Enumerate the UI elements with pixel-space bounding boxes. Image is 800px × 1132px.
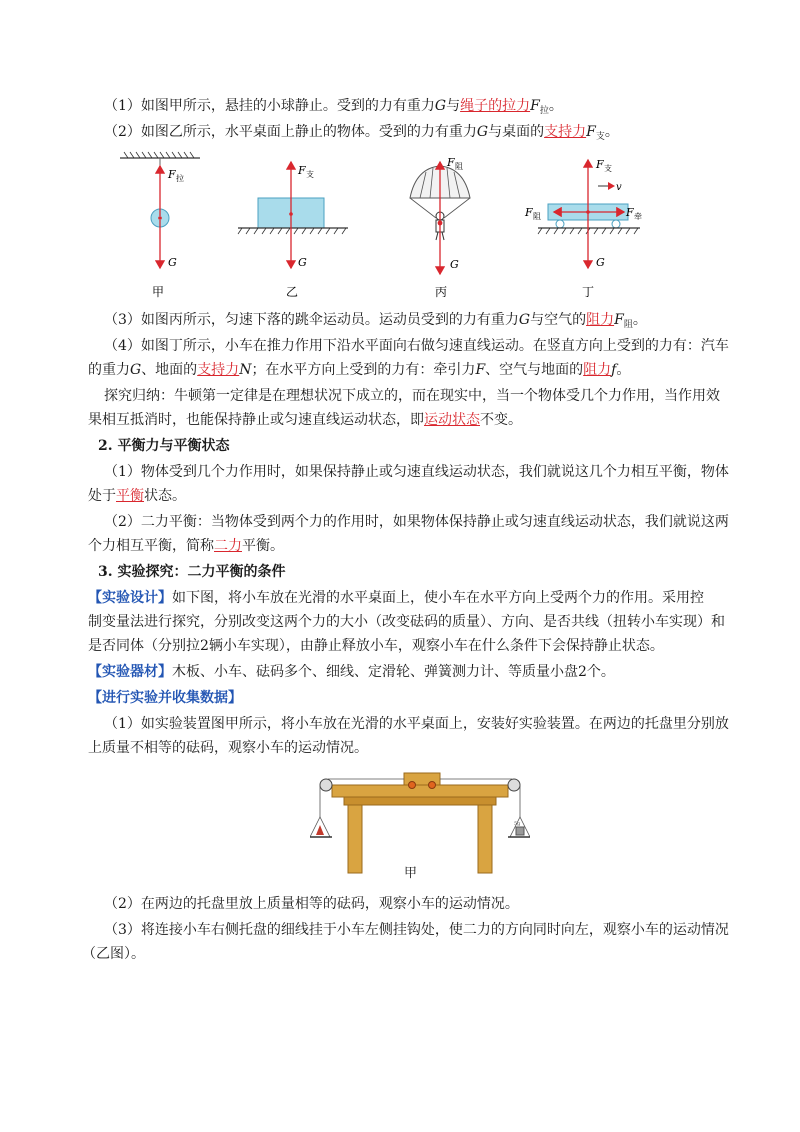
answer-resistance: 阻力 <box>586 312 615 328</box>
paragraph-1: （1）如图甲所示，悬挂的小球静止。受到的力有重力G与绳子的拉力$F_拉$。 <box>104 98 563 116</box>
diagram-bing <box>410 156 470 299</box>
paragraph-13-line-1: （3）将连接小车右侧托盘的细线挂于小车左侧挂钩处，使二力的方向同时向左，观察小车的运动情况 <box>104 922 729 938</box>
answer-tension: 绳子的拉力 <box>460 98 531 114</box>
caption-yi: 乙 <box>286 285 299 299</box>
paragraph-2: （2）如图乙所示，水平桌面上静止的物体。受到的力有重力G与桌面的支持力$F_支$。 <box>104 124 619 142</box>
paragraph-11-line-1: （1）如实验装置图甲所示，将小车放在光滑的水平桌面上，安装好实验装置。在两边的托盘里分别放 <box>104 716 729 732</box>
heading-2: 2. 平衡力与平衡状态 <box>98 438 230 454</box>
svg-text:G: G <box>450 258 459 271</box>
svg-text:5g: 5g <box>514 821 521 827</box>
diagram-ding <box>524 158 642 299</box>
force-diagrams <box>110 150 690 300</box>
paragraph-3: （3）如图丙所示，匀速下落的跳伞运动员。运动员受到的力有重力G与空气的阻力$F_阻$。 <box>104 312 647 330</box>
svg-text:F: F <box>596 158 604 171</box>
diagram-yi <box>238 162 348 299</box>
paragraph-4-line-2: 的重力G、地面的支持力N；在水平方向上受到的力有：牵引力F、空气与地面的阻力f。 <box>88 362 631 378</box>
svg-text:支: 支 <box>604 164 612 173</box>
paragraph-4-line-1: （4）如图丁所示，小车在推力作用下沿水平面向右做匀速直线运动。在竖直方向上受到的力有：汽车 <box>104 338 729 354</box>
paragraph-7-line-1: （2）二力平衡：当物体受到两个力的作用时，如果物体保持静止或匀速直线运动状态，我们就说这两 <box>104 514 729 530</box>
heading-3: 3. 实验探究：二力平衡的条件 <box>98 564 286 580</box>
svg-text:拉: 拉 <box>176 174 184 183</box>
svg-text:阻: 阻 <box>455 162 463 171</box>
svg-text:支: 支 <box>306 170 314 179</box>
tag-procedure: 【进行实验并收集数据】 <box>88 690 242 706</box>
svg-text:F: F <box>626 206 634 219</box>
caption-bing: 丙 <box>435 285 448 299</box>
svg-text:F: F <box>168 168 176 181</box>
svg-text:G: G <box>168 256 177 269</box>
caption-apparatus: 甲 <box>404 866 418 881</box>
svg-text:F: F <box>298 164 306 177</box>
paragraph-8-line-3: 是否同体（分别拉2辆小车实现），由静止释放小车，观察小车在什么条件下会保持静止状态。 <box>88 638 664 654</box>
svg-text:阻: 阻 <box>533 212 541 221</box>
paragraph-8-line-2: 制变量法进行探究，分别改变这两个力的大小（改变砝码的质量）、方向、是否共线（扭转小车实现）和 <box>88 614 725 630</box>
tag-equipment: 【实验器材】 <box>88 664 172 680</box>
svg-text:F: F <box>525 206 533 219</box>
diagram-jia <box>120 152 200 299</box>
caption-jia: 甲 <box>152 285 165 299</box>
svg-text:G: G <box>596 256 605 269</box>
svg-text:v: v <box>616 182 622 193</box>
paragraph-6-line-2: 处于平衡状态。 <box>88 488 186 504</box>
caption-ding: 丁 <box>582 285 595 299</box>
paragraph-5-line-2: 果相互抵消时，也能保持静止或匀速直线运动状态，即运动状态不变。 <box>88 412 522 428</box>
paragraph-6-line-1: （1）物体受到几个力作用时，如果保持静止或匀速直线运动状态，我们就说这几个力相互平衡，物体 <box>104 464 729 480</box>
svg-text:F: F <box>447 156 455 169</box>
paragraph-11-line-2: 上质量不相等的砝码，观察小车的运动情况。 <box>88 740 368 756</box>
paragraph-12: （2）在两边的托盘里放上质量相等的砝码，观察小车的运动情况。 <box>104 896 519 912</box>
answer-support: 支持力 <box>544 124 587 140</box>
paragraph-13-line-2: （乙图）。 <box>82 946 145 962</box>
paragraph-10 <box>88 688 728 708</box>
tag-design: 【实验设计】 <box>88 590 172 606</box>
paragraph-8-line-1: 【实验设计】如下图，将小车放在光滑的水平桌面上，使小车在水平方向上受两个力的作用。采用控 <box>88 590 704 606</box>
svg-text:G: G <box>298 256 307 269</box>
paragraph-7-line-2: 个力相互平衡，简称二力平衡。 <box>88 538 284 554</box>
svg-text:牵: 牵 <box>634 212 642 221</box>
paragraph-5-line-1: 探究归纳：牛顿第一定律是在理想状况下成立的，而在现实中，当一个物体受几个力作用，当作用效 <box>104 388 720 404</box>
paragraph-9: 【实验器材】木板、小车、砝码多个、细线、定滑轮、弹簧测力计、等质量小盘2个。 <box>88 664 615 680</box>
apparatus-diagram <box>310 765 530 880</box>
